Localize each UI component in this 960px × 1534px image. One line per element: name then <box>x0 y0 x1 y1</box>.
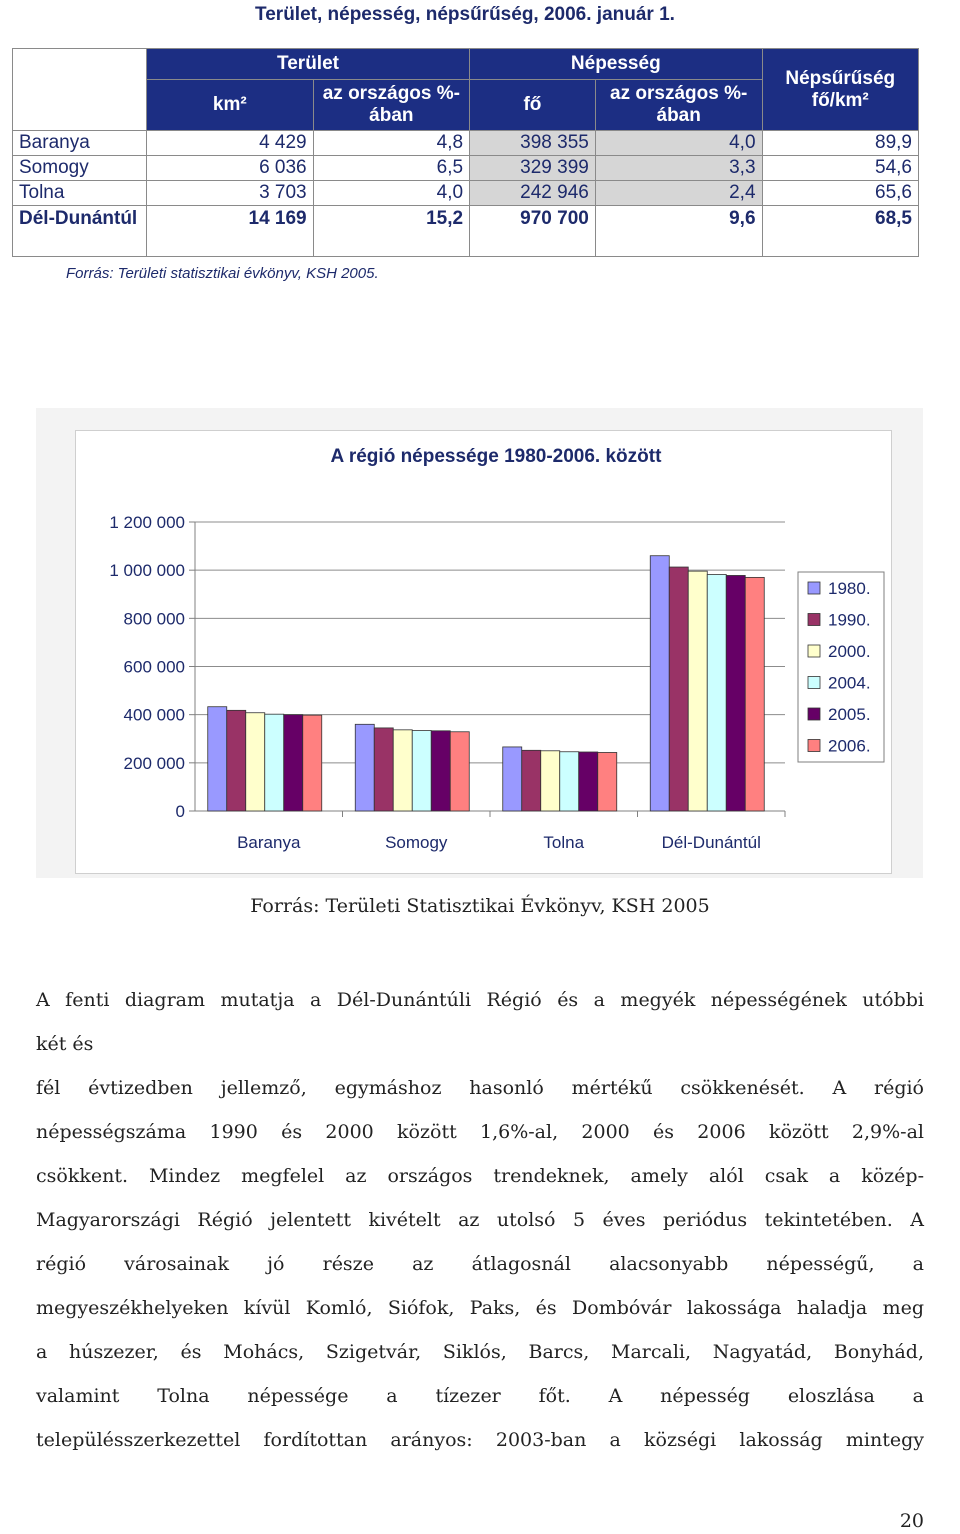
header-population: Népesség <box>470 49 762 80</box>
bar <box>726 575 745 811</box>
x-tick-label: Dél-Dunántúl <box>661 833 761 852</box>
y-tick-label: 200 000 <box>123 753 185 773</box>
x-tick-label: Baranya <box>237 833 301 852</box>
y-tick-label: 600 000 <box>123 657 185 677</box>
bar <box>688 571 707 811</box>
legend-label: 2006. <box>828 736 871 756</box>
subheader-fo: fő <box>470 80 596 131</box>
legend-swatch <box>808 708 820 720</box>
pop-cell: 242 946 <box>470 181 596 206</box>
subheader-km2: km² <box>146 80 313 131</box>
table-source: Forrás: Területi statisztikai évkönyv, KSH 2005. <box>66 265 379 282</box>
density-cell: 89,9 <box>762 131 918 156</box>
paragraph-line: megyeszékhelyeken kívül Komló, Siófok, Paks, és Dombóvár lakossága haladja meg <box>36 1297 924 1319</box>
pop-pct-cell: 2,4 <box>595 181 762 206</box>
bar <box>541 751 560 811</box>
bar <box>355 724 374 811</box>
header-density: Népsűrűség fő/km² <box>762 49 918 131</box>
paragraph-line: csökkent. Mindez megfelel az országos trendeknek, amely alól csak a közép- <box>36 1165 924 1187</box>
paragraph-line: Magyarországi Régió jelentett kivételt az utolsó 5 éves periódus tekintetében. A <box>36 1209 924 1231</box>
density-cell: 65,6 <box>762 181 918 206</box>
legend-label: 1980. <box>828 579 871 598</box>
x-tick-label: Tolna <box>543 833 585 852</box>
county-name: Baranya <box>13 131 147 156</box>
legend-swatch <box>808 740 820 752</box>
paragraph-line: népességszáma 1990 és 2000 között 1,6%-al, 2000 és 2006 között 2,9%-al <box>36 1121 924 1143</box>
paragraph-line: régió városainak jó része az átlagosnál alacsonyabb népességű, a <box>36 1253 924 1275</box>
y-tick-label: 0 <box>175 802 185 821</box>
legend-swatch <box>808 677 820 689</box>
area-cell: 4 429 <box>146 131 313 156</box>
bar <box>246 713 265 811</box>
paragraph-line: fél évtizedben jellemző, egymáshoz hasonló mértékű csökkenését. A régió <box>36 1077 924 1099</box>
header-area: Terület <box>146 49 469 80</box>
area-pct-cell: 4,8 <box>313 131 469 156</box>
region-name: Dél-Dunántúl <box>13 206 147 257</box>
y-tick-label: 1 200 000 <box>109 513 185 532</box>
bar <box>503 747 522 811</box>
population-table <box>12 48 919 257</box>
bar <box>579 752 598 811</box>
y-tick-label: 400 000 <box>123 705 185 725</box>
bar <box>707 575 726 811</box>
bar <box>208 707 227 811</box>
legend-swatch <box>808 614 820 626</box>
subheader-pop-pct: az országos %-ában <box>595 80 762 131</box>
bar <box>431 731 450 811</box>
figure-caption: Forrás: Területi Statisztikai Évkönyv, KSH 2005 <box>250 895 710 917</box>
page-number: 20 <box>899 1510 924 1532</box>
bar <box>650 556 669 811</box>
area-pct-cell: 4,0 <box>313 181 469 206</box>
bar <box>598 752 617 811</box>
area-pct-cell: 6,5 <box>313 156 469 181</box>
bar <box>227 710 246 811</box>
population-bar-chart <box>75 430 890 872</box>
table-row <box>13 131 919 156</box>
pop-cell: 970 700 <box>470 206 596 257</box>
bar <box>745 577 764 811</box>
legend-label: 1990. <box>828 610 871 630</box>
table-row <box>13 156 919 181</box>
bar <box>303 715 322 811</box>
pop-cell: 329 399 <box>470 156 596 181</box>
county-name: Somogy <box>13 156 147 181</box>
table-total-row <box>13 206 919 257</box>
bar <box>374 728 393 811</box>
legend-label: 2000. <box>828 642 871 661</box>
table-corner <box>13 49 147 131</box>
legend-box <box>798 572 884 762</box>
bar <box>560 752 579 811</box>
bar <box>522 750 541 811</box>
table-title: Terület, népesség, népsűrűség, 2006. január 1. <box>255 4 675 25</box>
area-cell: 6 036 <box>146 156 313 181</box>
density-cell: 68,5 <box>762 206 918 257</box>
subheader-area-pct: az országos %-ában <box>313 80 469 131</box>
chart-title: A régió népessége 1980-2006. között <box>330 446 662 467</box>
x-tick-label: Somogy <box>385 833 448 852</box>
area-cell: 14 169 <box>146 206 313 257</box>
legend-label: 2004. <box>828 673 871 693</box>
bar <box>669 567 688 811</box>
area-pct-cell: 15,2 <box>313 206 469 257</box>
legend-swatch <box>808 582 820 594</box>
body-paragraph <box>36 978 924 1462</box>
y-tick-label: 800 000 <box>123 609 185 629</box>
pop-pct-cell: 9,6 <box>595 206 762 257</box>
bar <box>284 715 303 811</box>
legend-swatch <box>808 645 820 657</box>
paragraph-line: településszerkezettel fordítottan arányos: 2003-ban a községi lakosság mintegy <box>36 1429 924 1451</box>
area-cell: 3 703 <box>146 181 313 206</box>
bar <box>393 730 412 811</box>
pop-cell: 398 355 <box>470 131 596 156</box>
y-tick-label: 1 000 000 <box>109 561 185 581</box>
paragraph-line: A fenti diagram mutatja a Dél-Dunántúli Régió és a megyék népességének utóbbi <box>36 989 924 1011</box>
density-cell: 54,6 <box>762 156 918 181</box>
paragraph-line: valamint Tolna népessége a tízezer főt. A népesség eloszlása a <box>36 1385 924 1407</box>
legend-label: 2005. <box>828 705 871 724</box>
bar <box>412 731 431 811</box>
pop-pct-cell: 4,0 <box>595 131 762 156</box>
bar <box>450 732 469 811</box>
paragraph-line: két és <box>36 1033 94 1055</box>
bar <box>265 714 284 811</box>
pop-pct-cell: 3,3 <box>595 156 762 181</box>
county-name: Tolna <box>13 181 147 206</box>
table-row <box>13 181 919 206</box>
paragraph-line: a húszezer, és Mohács, Szigetvár, Siklós, Barcs, Marcali, Nagyatád, Bonyhád, <box>36 1341 924 1363</box>
